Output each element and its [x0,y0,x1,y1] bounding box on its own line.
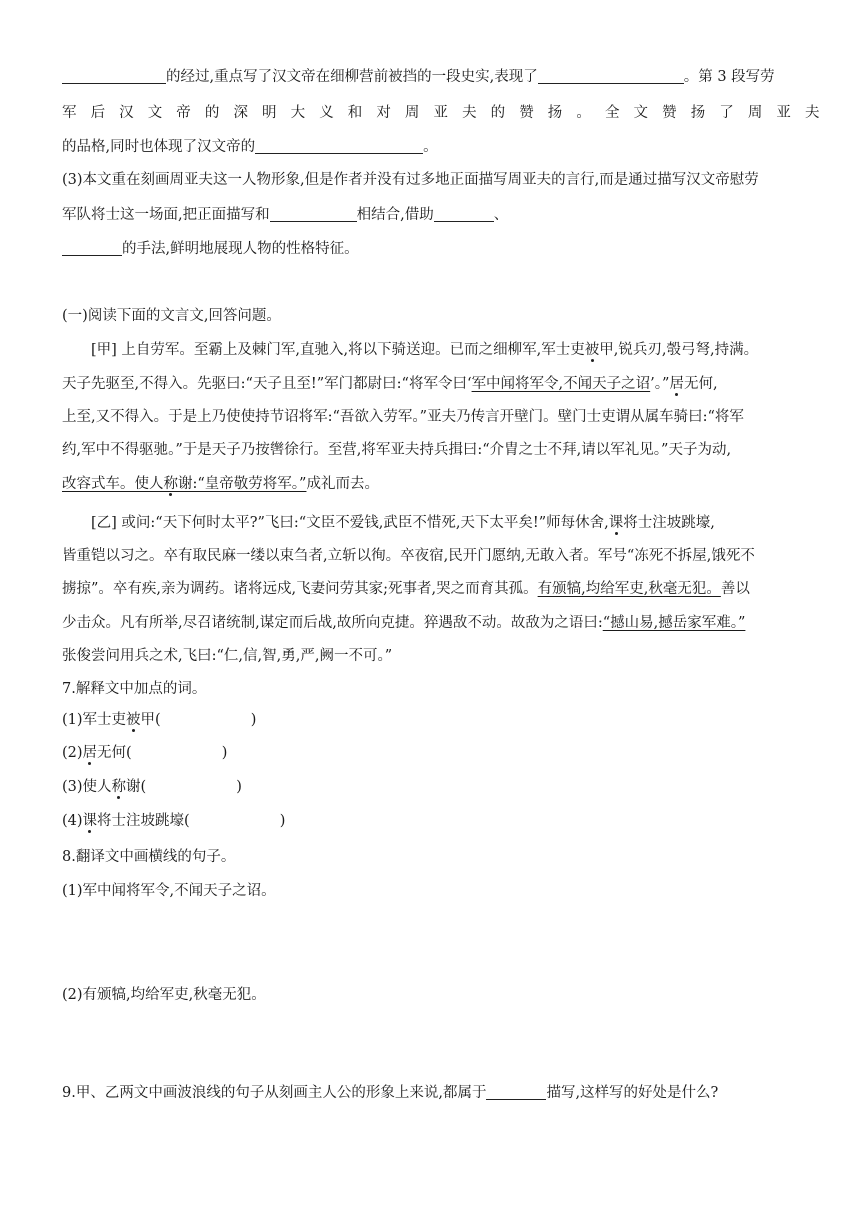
question-8-sentence-1: (1)军中闻将军令,不闻天子之诏。 [62,883,276,899]
dotted-word: 称 [111,779,127,795]
intro-line-1: 的经过,重点写了汉文帝在细柳营前被挡的一段史实,表现了 。第 3 段写劳 [62,67,820,87]
answer-blank[interactable] [486,1084,546,1100]
intro-line-5: 军队将士这一场面,把正面描写和 相结合,借助 、 [62,207,509,223]
passage-jia-line-2: 天子先驱至,不得入。先驱曰:“天子且至!”军门都尉曰:“将军令曰‘军中闻将军令,不闻天子之诏’。”居无何, [62,376,718,392]
answer-blank[interactable] [270,206,357,222]
question-7-item-4: (4)课将士注坡跳壕( ) [62,813,286,829]
passage-jia-line-4: 约,军中不得驱驰。”于是天子乃按辔徐行。至营,将军亚夫持兵揖曰:“介胄之士不拜,请以军礼见。”天子为动, [62,442,732,458]
question-8-sentence-2: (2)有颁犒,均给军吏,秋毫无犯。 [62,987,266,1003]
intro-line-3: 的品格,同时也体现了汉文帝的 。 [62,139,438,155]
question-7-item-2: (2)居无何( ) [62,745,228,761]
answer-blank[interactable] [434,206,494,222]
passage-yi-line-3: 掳掠”。卒有疾,亲为调药。诸将远戍,飞妻问劳其家;死事者,哭之而育其孤。有颁犒,均给军吏,秋毫无犯。善以 [62,581,750,597]
dotted-word: 居 [669,376,684,392]
passage-yi-line-5: 张俊尝问用兵之术,飞曰:“仁,信,智,勇,严,阙一不可。” [62,648,393,664]
dotted-word: 被 [126,712,141,728]
question-7-title: 7.解释文中加点的词。 [62,681,207,697]
dotted-word: 课 [608,515,624,531]
question-9: 9.甲、乙两文中画波浪线的句子从刻画主人公的形象上来说,都属于 描写,这样写的好处是什么? [62,1085,719,1101]
passage-yi-line-2: 皆重铠以习之。卒有取民麻一缕以束刍者,立斩以徇。卒夜宿,民开门愿纳,无敢入者。军号“冻死不拆屋,饿死不 [62,548,755,564]
section-title: (一)阅读下面的文言文,回答问题。 [62,308,281,324]
question-7-item-3: (3)使人称谢( ) [62,779,242,795]
passage-jia-line-3: 上至,又不得入。于是上乃使使持节诏将军:“吾欲入劳军。”亚夫乃传言开壁门。壁门士吏谓从属车骑曰:“将军 [62,409,744,425]
dotted-word: 称 [163,476,178,492]
intro-question-3: (3)本文重在刻画周亚夫这一人物形象,但是作者并没有过多地正面描写周亚夫的言行,而是通过描写汉文帝慰劳 [62,172,759,188]
intro-line-2: 军后汉文帝的深明大义和对周亚夫的赞扬。全文赞扬了周亚夫 [62,105,820,121]
intro-line-6: 的手法,鲜明地展现人物的性格特征。 [62,239,820,259]
dotted-word: 居 [82,745,98,761]
answer-blank[interactable] [538,68,684,84]
answer-blank[interactable] [62,240,122,256]
wavy-underlined-sentence: 改容式车。使人称谢:“皇帝敬劳将军。” [62,476,307,492]
passage-jia-line-5: 改容式车。使人称谢:“皇帝敬劳将军。”成礼而去。 [62,476,379,492]
underlined-sentence: 军中闻将军令,不闻天子之诏 [471,376,651,392]
answer-blank[interactable] [255,138,423,154]
question-8-title: 8.翻译文中画横线的句子。 [62,849,236,865]
passage-yi-line-4: 少击众。凡有所举,尽召诸统制,谋定而后战,故所向克捷。猝遇敌不动。故敌为之语曰:“撼山易,撼岳家军难。” [62,615,746,631]
underlined-sentence: 有颁犒,均给军吏,秋毫无犯。 [537,581,721,597]
passage-jia-line-1: [甲] 上自劳军。至霸上及棘门军,直驰入,将以下骑送迎。已而之细柳军,军士吏被甲,锐兵刃,彀弓弩,持满。 [91,342,759,358]
wavy-underlined-sentence: “撼山易,撼岳家军难。” [602,615,746,631]
dotted-word: 课 [82,813,98,829]
passage-yi-line-1: [乙] 或问:“天下何时太平?”飞曰:“文臣不爱钱,武臣不惜死,天下太平矣!”师每休舍,课将士注坡跳壕, [91,515,715,531]
question-7-item-1: (1)军士吏被甲( ) [62,712,257,728]
answer-blank[interactable] [62,68,166,84]
dotted-word: 被 [584,342,600,358]
